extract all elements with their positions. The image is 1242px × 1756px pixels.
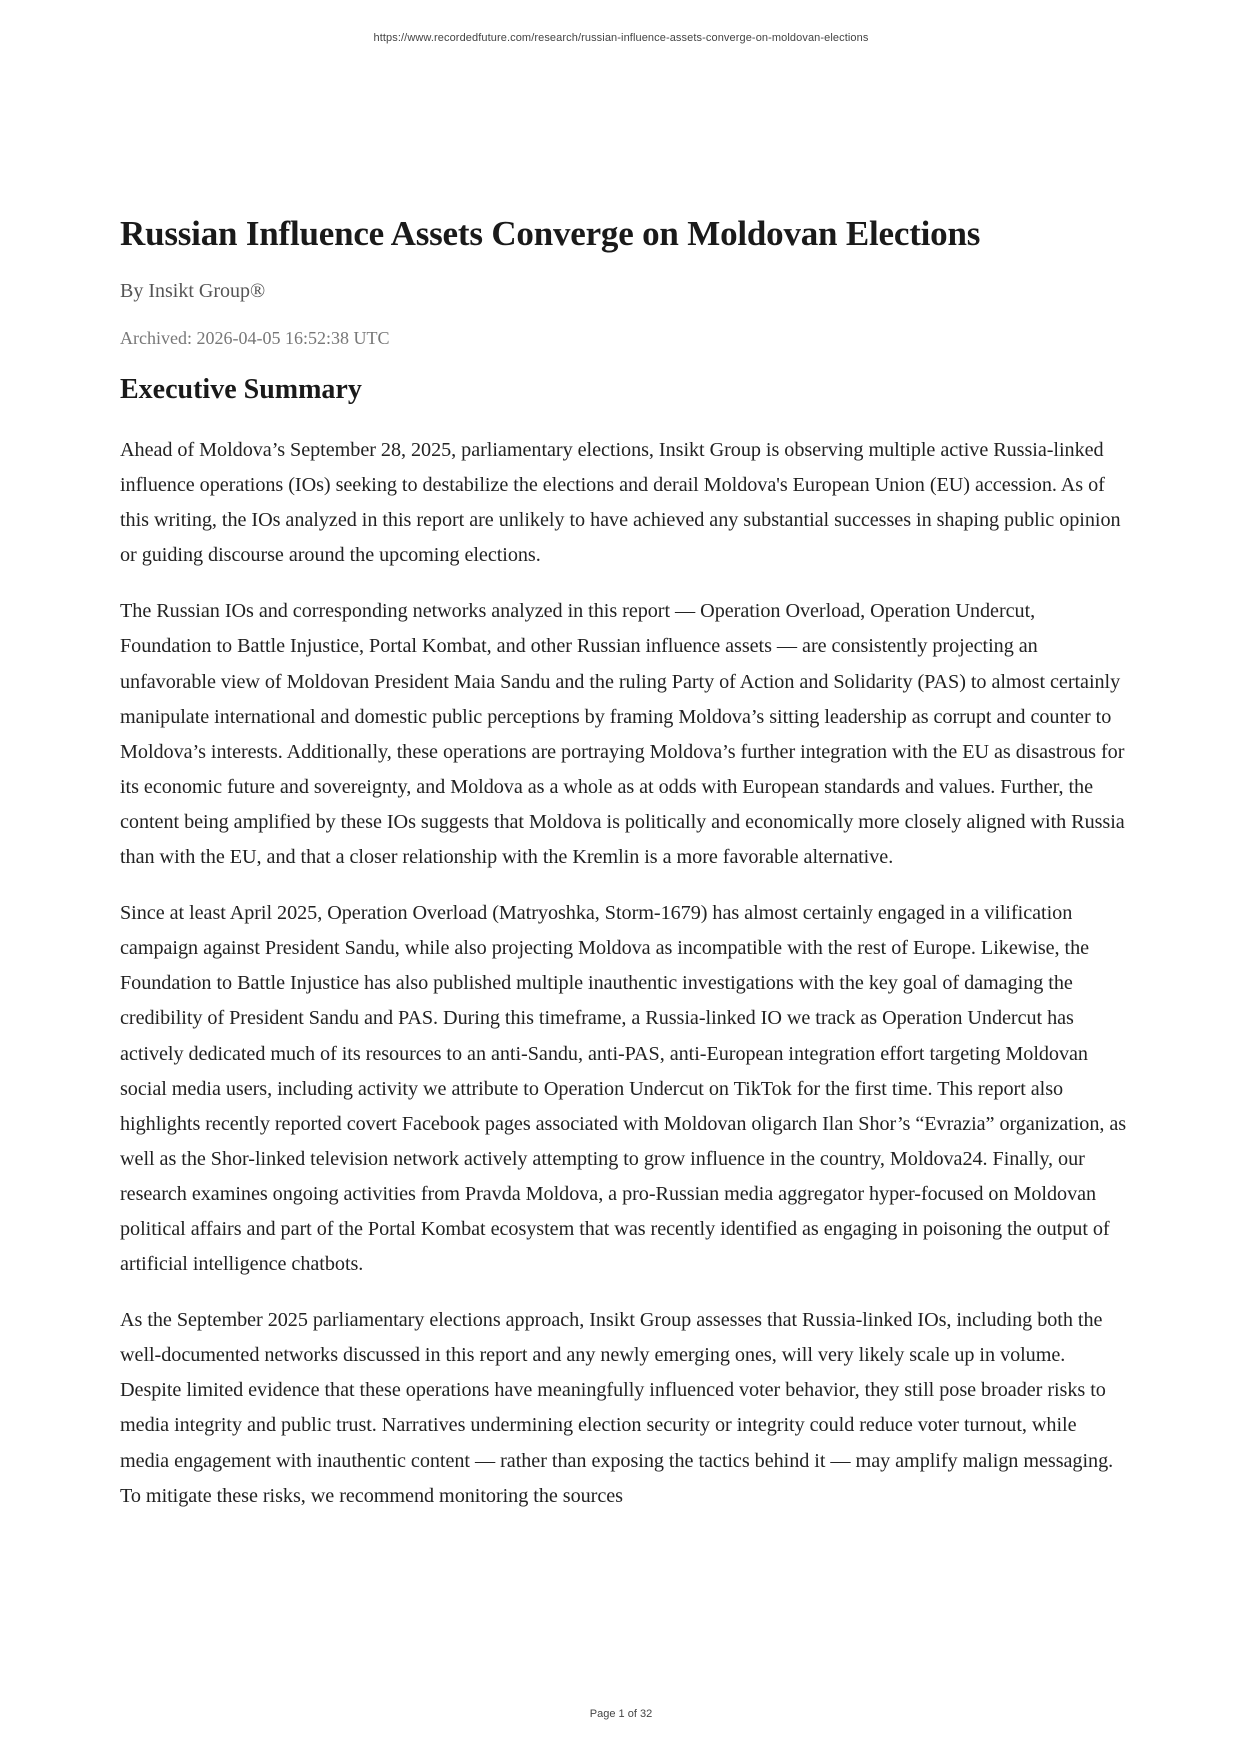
section-heading: Executive Summary bbox=[120, 374, 362, 405]
article-byline: By Insikt Group® bbox=[120, 280, 266, 302]
paragraph: Ahead of Moldova’s September 28, 2025, parliamentary elections, Insikt Group is observing multiple active Russia-linked influence operations (IOs) seeking to destabilize the elections and derail Moldova's European Union (EU) accession. As of this writing, the IOs analyzed in this report are unlikely to have achieved any substantial successes in shaping public opinion or guiding discourse around the upcoming elections. bbox=[120, 439, 1121, 567]
executive-summary-section bbox=[120, 372, 1130, 1514]
paragraph: The Russian IOs and corresponding networks analyzed in this report — Operation Overload, Operation Undercut, Foundation to Battle Injustice, Portal Kombat, and other Russian influence assets — are consistently projecting an unfavorable view of Moldovan President Maia Sandu and the ruling Party of Action and Solidarity (PAS) to almost certainly manipulate international and domestic public perceptions by framing Moldova’s sitting leadership as corrupt and counter to Moldova’s interests. Additionally, these operations are portraying Moldova’s further integration with the EU as disastrous for its economic future and sovereignty, and Moldova as a whole as at odds with European standards and values. Further, the content being amplified by these IOs suggests that Moldova is politically and economically more closely aligned with Russia than with the EU, and that a closer relationship with the Kremlin is a more favorable alternative. bbox=[120, 600, 1125, 869]
paragraph: As the September 2025 parliamentary elections approach, Insikt Group assesses that Russia-linked IOs, including both the well-documented networks discussed in this report and any newly emerging ones, will very likely scale up in volume. Despite limited evidence that these operations have meaningfully influenced voter behavior, they still pose broader risks to media integrity and public trust. Narratives undermining election security or integrity could reduce voter turnout, while media engagement with inauthentic content — rather than exposing the tactics behind it — may amplify malign messaging. To mitigate these risks, we recommend monitoring the sources bbox=[120, 1309, 1114, 1507]
paragraph: Since at least April 2025, Operation Overload (Matryoshka, Storm-1679) has almost certainly engaged in a vilification campaign against President Sandu, while also projecting Moldova as incompatible with the rest of Europe. Likewise, the Foundation to Battle Injustice has also published multiple inauthentic investigations with the key goal of damaging the credibility of President Sandu and PAS. During this timeframe, a Russia-linked IO we track as Operation Undercut has actively dedicated much of its resources to an anti-Sandu, anti-PAS, anti-European integration effort targeting Moldovan social media users, including activity we attribute to Operation Undercut on TikTok for the first time. This report also highlights recently reported covert Facebook pages associated with Moldovan oligarch Ilan Shor’s “Evrazia” organization, as well as the Shor-linked television network actively attempting to grow influence in the country, Moldova24. Finally, our research examines ongoing activities from Pravda Moldova, a pro-Russian media aggregator hyper-focused on Moldovan political affairs and part of the Portal Kombat ecosystem that was recently identified as engaging in poisoning the output of artificial intelligence chatbots. bbox=[120, 902, 1127, 1276]
page-number-footer: Page 1 of 32 bbox=[589, 1708, 653, 1720]
article-title: Russian Influence Assets Converge on Moldovan Elections bbox=[120, 214, 981, 253]
article bbox=[120, 212, 1130, 1514]
page-url-header: https://www.recordedfuture.com/research/russian-influence-assets-converge-on-moldovan-elections bbox=[373, 32, 869, 44]
archived-timestamp: Archived: 2026-04-05 16:52:38 UTC bbox=[120, 328, 390, 348]
